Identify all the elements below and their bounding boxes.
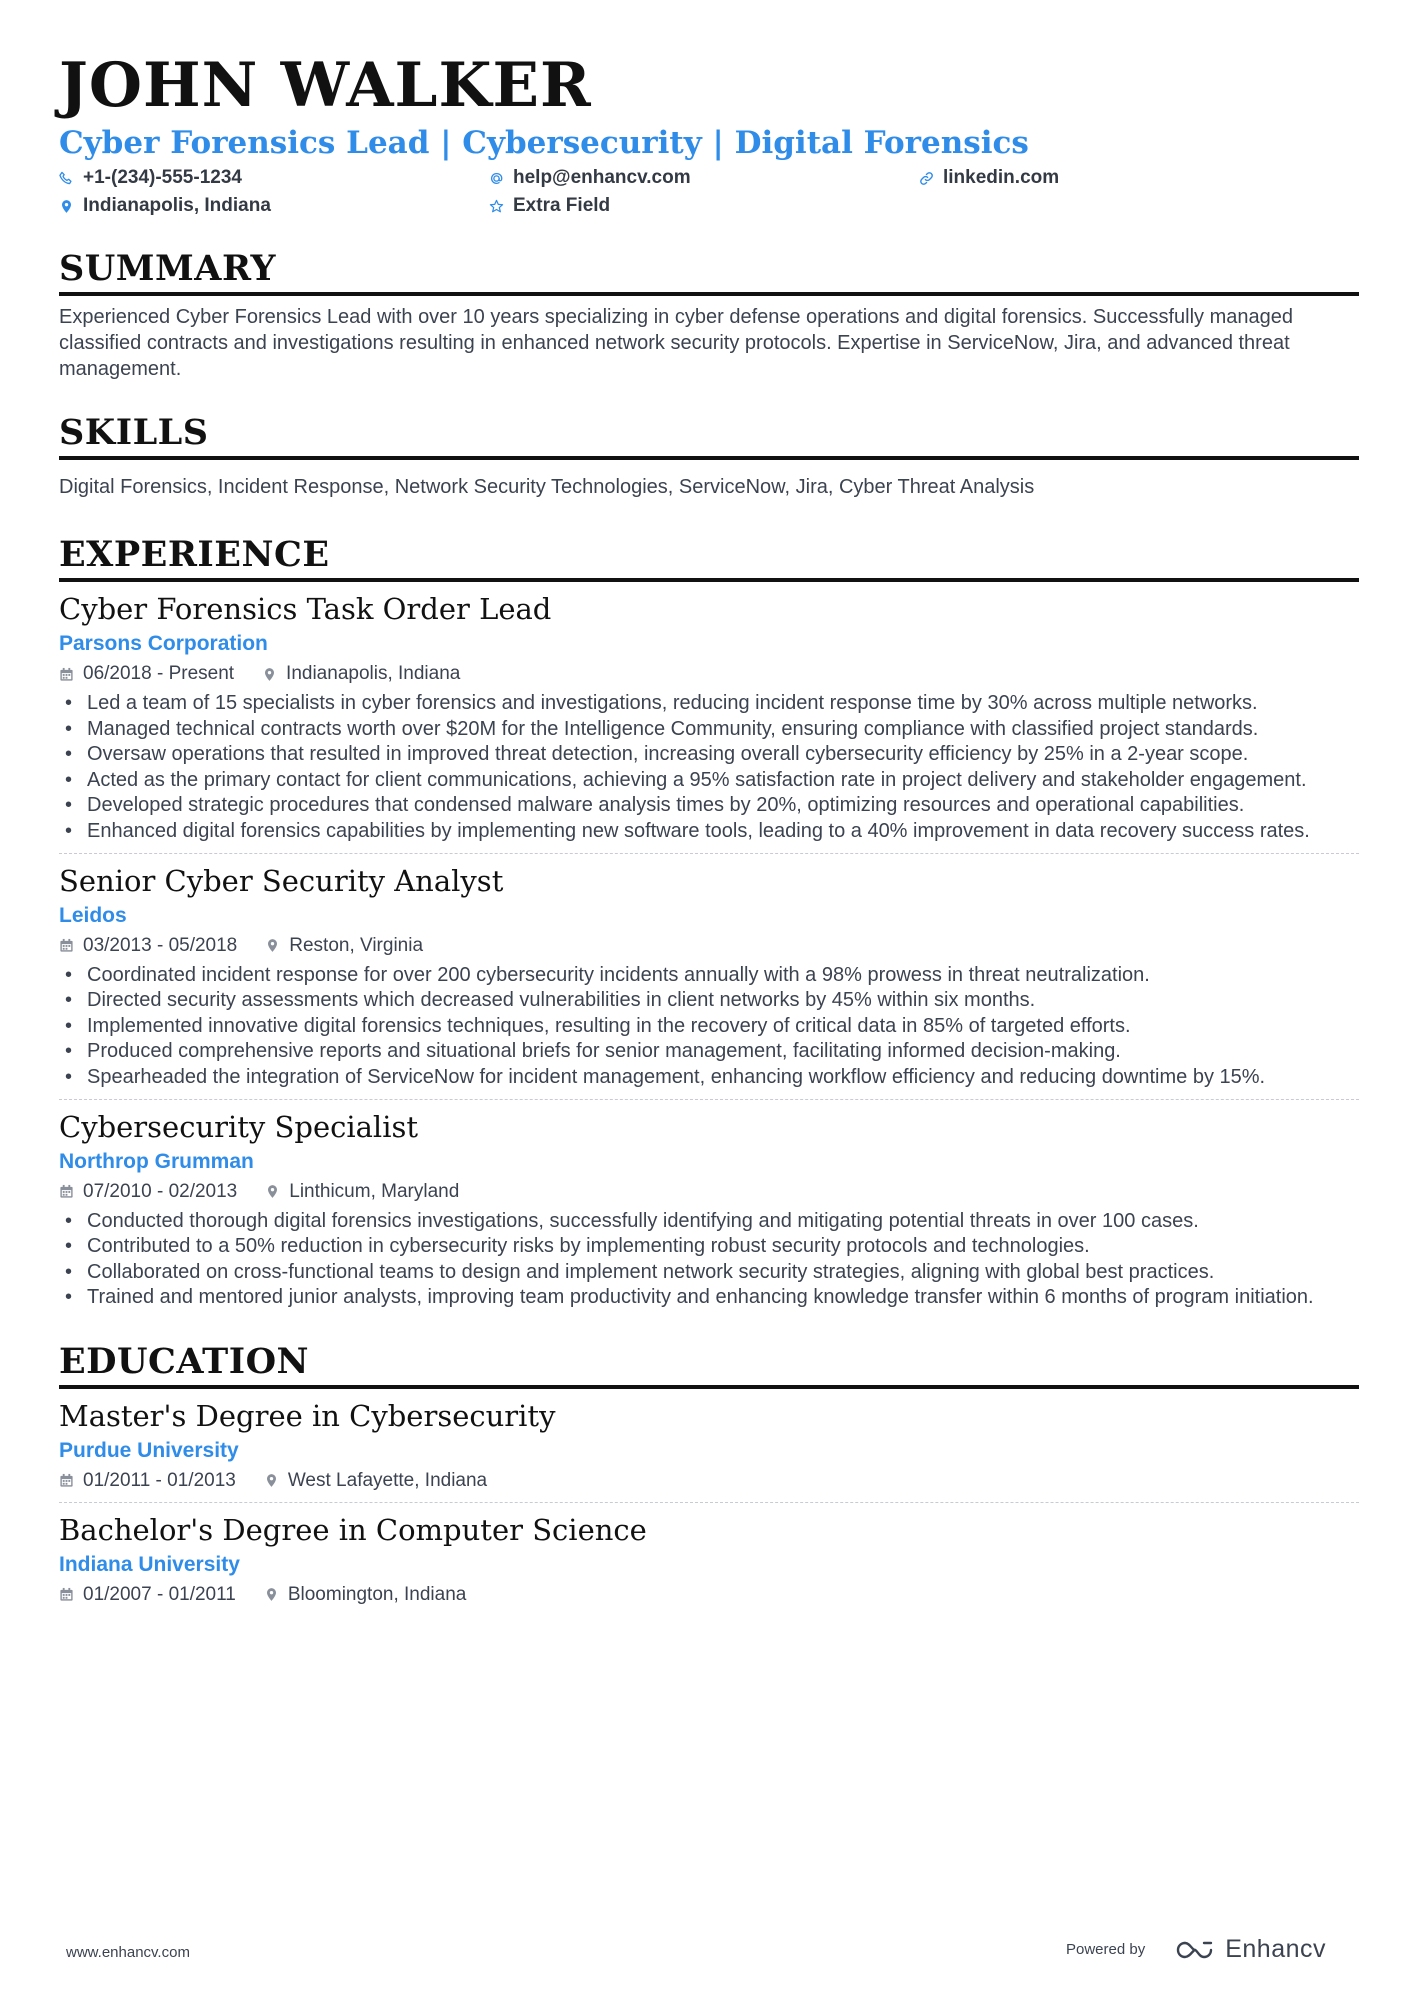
bullet-item: • Implemented innovative digital forensics techniques, resulting in the recovery of critical data in 85% of targeted efforts. xyxy=(59,1014,1359,1040)
summary-heading: SUMMARY xyxy=(59,248,276,289)
calendar-icon xyxy=(59,1587,74,1602)
email-text: help@enhancv.com xyxy=(513,167,691,188)
school-name: Purdue University xyxy=(59,1438,239,1462)
skills-text: Digital Forensics, Incident Response, Network Security Technologies, ServiceNow, Jira, Cyber Threat Analysis xyxy=(59,476,1035,498)
contact-email[interactable] xyxy=(489,166,919,190)
enhancv-logo-icon xyxy=(1171,1937,1217,1963)
bullet-item: • Spearheaded the integration of ServiceNow for incident management, enhancing workflow efficiency and reducing downtime by 15%. xyxy=(59,1065,1359,1091)
summary-rule xyxy=(59,292,1359,296)
contact-linkedin[interactable] xyxy=(919,166,1359,190)
candidate-headline: Cyber Forensics Lead | Cybersecurity | Digital Forensics xyxy=(59,125,1029,161)
entry-divider xyxy=(59,1502,1359,1503)
job-bullets xyxy=(59,691,1359,845)
summary-text: Experienced Cyber Forensics Lead with over 10 years specializing in cyber defense operations and digital forensics. Successfully managed classified contracts and investigations resulting in enhanced network security protocols. Expertise in ServiceNow, Jira, and advanced threat management. xyxy=(59,306,1293,380)
education-entry xyxy=(59,1511,1359,1608)
calendar-icon xyxy=(59,1184,74,1199)
job-location: Indianapolis, Indiana xyxy=(286,663,461,684)
footer-website[interactable]: www.enhancv.com xyxy=(66,1944,190,1961)
entry-divider xyxy=(59,853,1359,854)
extra-text: Extra Field xyxy=(513,195,611,216)
brand-name: Enhancv xyxy=(1225,1935,1327,1963)
job-title: Cyber Forensics Task Order Lead xyxy=(59,592,552,626)
education-heading: EDUCATION xyxy=(59,1340,310,1382)
job-location: Linthicum, Maryland xyxy=(289,1180,460,1202)
degree-title: Bachelor's Degree in Computer Science xyxy=(59,1512,647,1547)
skills-rule xyxy=(59,456,1359,460)
bullet-item: • Contributed to a 50% reduction in cybersecurity risks by implementing robust security protocols and technologies. xyxy=(59,1234,1359,1260)
job-dates: 06/2018 - Present xyxy=(83,663,235,684)
resume-content xyxy=(59,50,1359,1608)
school-name: Indiana University xyxy=(59,1552,240,1576)
bullet-item: • Oversaw operations that resulted in improved threat detection, increasing overall cybersecurity efficiency by 25% in a 2-year scope. xyxy=(59,742,1359,768)
experience-entry xyxy=(59,590,1359,845)
bullet-item: • Produced comprehensive reports and situational briefs for senior management, facilitating informed decision-making. xyxy=(59,1039,1359,1065)
job-dates: 03/2013 - 05/2018 xyxy=(83,934,238,956)
linkedin-text: linkedin.com xyxy=(943,167,1060,188)
job-location: Reston, Virginia xyxy=(289,934,424,956)
location-pin-icon xyxy=(262,667,277,682)
education-section xyxy=(59,1341,1359,1608)
enhancv-logo[interactable] xyxy=(1171,1935,1326,1964)
job-dates: 07/2010 - 02/2013 xyxy=(83,1180,238,1202)
education-entry xyxy=(59,1397,1359,1494)
calendar-icon xyxy=(59,938,74,953)
bullet-item: • Developed strategic procedures that condensed malware analysis times by 20%, optimizing resources and operational capabilities. xyxy=(59,793,1359,819)
experience-heading: EXPERIENCE xyxy=(59,534,330,575)
bullet-item: • Managed technical contracts worth over $20M for the Intelligence Community, ensuring compliance with classified project standards. xyxy=(59,717,1359,743)
company-name: Leidos xyxy=(59,903,127,927)
bullet-item: • Conducted thorough digital forensics investigations, successfully identifying and mitigating potential threats in over 100 cases. xyxy=(59,1209,1359,1235)
calendar-icon xyxy=(59,1473,74,1488)
skills-heading: SKILLS xyxy=(59,412,209,453)
link-icon xyxy=(919,171,934,186)
education-dates: 01/2011 - 01/2013 xyxy=(83,1469,236,1491)
job-meta xyxy=(59,1179,1359,1205)
entry-divider xyxy=(59,1099,1359,1100)
experience-section xyxy=(59,534,1359,1311)
footer-branding xyxy=(1066,1935,1326,1964)
job-bullets xyxy=(59,1209,1359,1311)
bullet-item: • Acted as the primary contact for client communications, achieving a 95% satisfaction rate in project delivery and stakeholder engagement. xyxy=(59,768,1359,794)
job-title: Senior Cyber Security Analyst xyxy=(59,863,504,898)
powered-by-label: Powered by xyxy=(1066,1941,1146,1958)
job-meta xyxy=(59,933,1359,959)
summary-section xyxy=(59,248,1359,382)
experience-rule xyxy=(59,578,1359,582)
at-sign-icon xyxy=(489,171,504,186)
calendar-icon xyxy=(59,667,74,682)
education-meta xyxy=(59,1468,1359,1494)
degree-title: Master's Degree in Cybersecurity xyxy=(59,1398,556,1433)
location-pin-icon xyxy=(59,199,74,214)
contact-location xyxy=(59,194,489,218)
job-bullets xyxy=(59,963,1359,1091)
contact-list xyxy=(59,166,1359,218)
contact-phone[interactable] xyxy=(59,166,489,190)
location-pin-icon xyxy=(265,938,280,953)
phone-icon xyxy=(59,171,74,186)
phone-text: +1-(234)-555-1234 xyxy=(83,167,242,188)
job-meta xyxy=(59,661,1359,687)
education-location: West Lafayette, Indiana xyxy=(287,1469,488,1491)
education-rule xyxy=(59,1385,1359,1389)
experience-entry xyxy=(59,862,1359,1091)
location-pin-icon xyxy=(264,1587,279,1602)
education-dates: 01/2007 - 01/2011 xyxy=(83,1583,236,1605)
education-location: Bloomington, Indiana xyxy=(287,1583,467,1605)
bullet-item: • Trained and mentored junior analysts, improving team productivity and enhancing knowledge transfer within 6 months of program initiation. xyxy=(59,1285,1359,1311)
company-name: Parsons Corporation xyxy=(59,632,268,655)
location-pin-icon xyxy=(264,1473,279,1488)
bullet-item: • Led a team of 15 specialists in cyber forensics and investigations, reducing incident response time by 30% across multiple networks. xyxy=(59,691,1359,717)
job-title: Cybersecurity Specialist xyxy=(59,1109,419,1144)
star-icon xyxy=(489,199,504,214)
bullet-item: • Directed security assessments which decreased vulnerabilities in client networks by 45% within six months. xyxy=(59,988,1359,1014)
bullet-item: • Collaborated on cross-functional teams to design and implement network security strategies, aligning with global best practices. xyxy=(59,1260,1359,1286)
company-name: Northrop Grumman xyxy=(59,1149,254,1173)
location-text: Indianapolis, Indiana xyxy=(83,195,271,216)
skills-section xyxy=(59,412,1359,500)
candidate-name: JOHN WALKER xyxy=(59,50,592,121)
education-meta xyxy=(59,1582,1359,1608)
experience-entry xyxy=(59,1108,1359,1311)
bullet-item: • Coordinated incident response for over 200 cybersecurity incidents annually with a 98% prowess in threat neutralization. xyxy=(59,963,1359,989)
bullet-item: • Enhanced digital forensics capabilities by implementing new software tools, leading to a 40% improvement in data recovery success rates. xyxy=(59,819,1359,845)
location-pin-icon xyxy=(265,1184,280,1199)
contact-extra xyxy=(489,194,919,218)
